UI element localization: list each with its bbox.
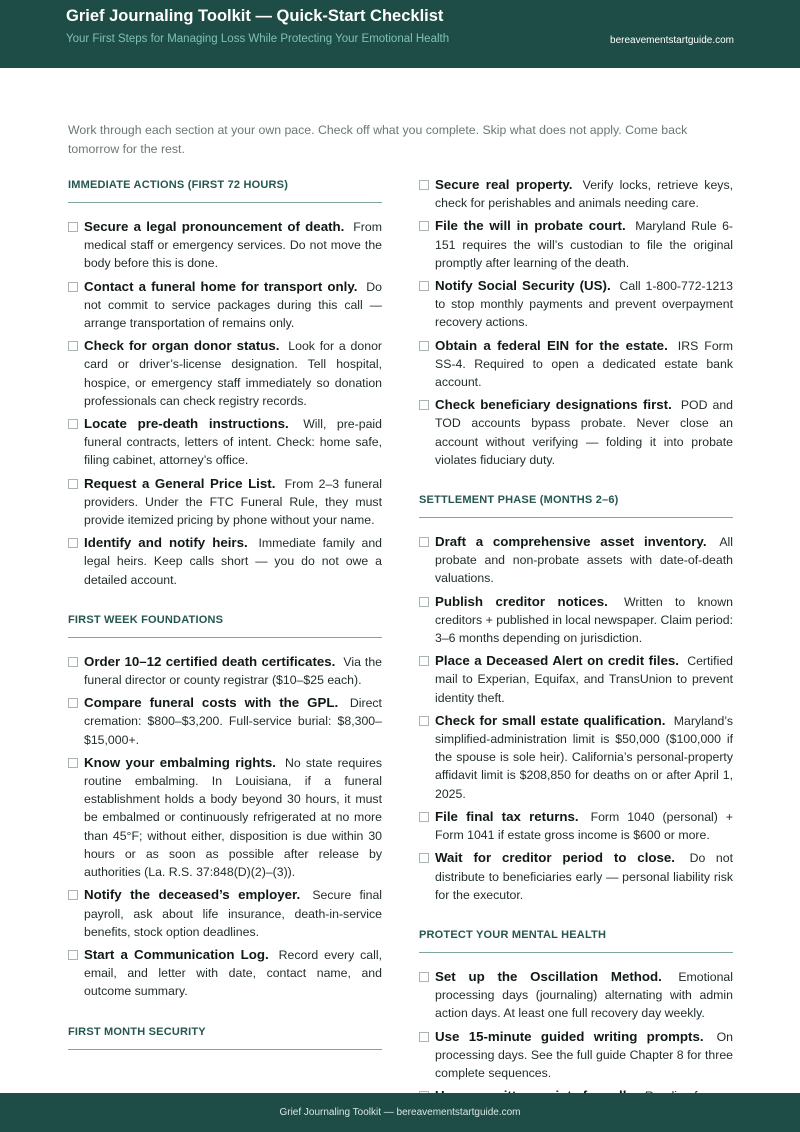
item-body <box>435 176 733 212</box>
checklist-item <box>419 337 733 392</box>
checklist-section <box>419 176 733 469</box>
item-text: From medical staff or emergency services. Do not move the body before this is done. <box>84 220 382 271</box>
item-title: Check for organ donor status. <box>84 338 280 354</box>
item-text: Certified mail to Experian, Equifax, and TransUnion to prevent identity theft. <box>435 654 733 705</box>
checklist-item <box>68 475 382 530</box>
item-title: Obtain a federal EIN for the estate. <box>435 337 668 353</box>
item-body <box>84 218 382 273</box>
item-text: Form 1040 (personal) + Form 1041 if estate gross income is $600 or more. <box>435 809 733 843</box>
checkbox[interactable] <box>419 597 429 607</box>
checkbox[interactable] <box>68 282 78 292</box>
item-text: Immediate family and legal heirs. Keep calls short — you do not owe a detailed account. <box>84 536 382 587</box>
checklist-item <box>68 694 382 749</box>
checklist-item <box>68 415 382 470</box>
page-header <box>0 0 800 68</box>
checkbox[interactable] <box>419 972 429 982</box>
item-body <box>84 278 382 333</box>
item-text: Secure final payroll, ask about life insurance, death-in-service benefits, stock option deadlines. <box>84 888 383 939</box>
page-subtitle: Your First Steps for Managing Loss While Protecting Your Emotional Health <box>66 33 450 45</box>
checklist-item <box>419 968 733 1023</box>
item-body <box>84 886 382 941</box>
item-body <box>84 415 382 470</box>
item-title: Set up the Oscillation Method. <box>435 968 662 984</box>
item-text: Via the funeral director or county registrar ($10–$25 each). <box>84 654 382 688</box>
checklist-item <box>68 337 382 410</box>
section-title: FIRST MONTH SECURITY <box>68 1023 382 1050</box>
item-body <box>435 849 733 904</box>
checklist-item <box>419 176 733 212</box>
item-title: Secure a legal pronouncement of death. <box>84 219 345 234</box>
checklist-item <box>419 712 733 803</box>
checklist-item <box>419 593 733 648</box>
checklist-item <box>419 652 733 707</box>
right-column <box>419 176 733 1127</box>
checkbox[interactable] <box>419 716 429 726</box>
checklist-section <box>68 1023 382 1050</box>
item-title: Use 15-minute guided writing prompts. <box>435 1028 704 1044</box>
item-title: Start a Communication Log. <box>84 946 269 962</box>
item-body <box>435 337 733 392</box>
item-body <box>435 808 733 844</box>
item-body <box>435 1028 733 1083</box>
left-column <box>68 176 382 1072</box>
item-title: Compare funeral costs with the GPL. <box>84 695 339 711</box>
item-text: IRS Form SS-4. Required to open a dedicated estate bank account. <box>435 338 733 390</box>
item-text: Do not distribute to beneficiaries early — personal liability risk for the executor. <box>435 851 734 902</box>
checklist-item <box>419 533 733 588</box>
item-text: No state requires routine embalming. In Louisiana, if a funeral establishment holds a body beyond 30 hours, it must be embalmed or continuously refrigerated at no more than 45°F; without either, disposition is due within 30 hours or as soon as possible after release by authorities (La. R.S. 37:848(D)(2)–(3)). <box>84 755 382 880</box>
checkbox[interactable] <box>68 222 78 232</box>
intro-text: Work through each section at your own pace. Check off what you complete. Skip what does not apply. Come back tomorrow for the rest. <box>68 123 688 156</box>
checkbox[interactable] <box>419 656 429 666</box>
item-text: Maryland’s simplified-administration limit is $50,000 ($100,000 if the spouse is sole heir). California’s personal-property affidavit limit is $208,850 for deaths on or after April 1, 2025. <box>435 713 734 801</box>
checklist-item <box>419 1028 733 1083</box>
checklist-item <box>68 653 382 689</box>
item-text: Verify locks, retrieve keys, check for perishables and animals needing care. <box>435 178 734 211</box>
item-body <box>84 653 382 689</box>
item-title: Publish creditor notices. <box>435 593 608 609</box>
item-title: Wait for creditor period to close. <box>435 850 676 866</box>
item-text: Look for a donor card or driver’s-license designation. Tell hospital, hospice, or emergency staff immediately so donation professionals can check registry records. <box>84 339 382 408</box>
item-text: All probate and non-probate assets with date-of-death valuations. <box>435 535 733 586</box>
section-title: PROTECT YOUR MENTAL HEALTH <box>419 926 733 953</box>
checklist-section <box>419 491 733 904</box>
item-title: Contact a funeral home for transport only. <box>84 278 358 294</box>
item-text: Call 1-800-772-1213 to stop monthly payments and prevent overpayment recovery actions. <box>435 279 733 330</box>
checkbox[interactable] <box>68 479 78 489</box>
checkbox[interactable] <box>68 419 78 429</box>
item-text: Record every call, email, and letter with date, contact name, and outcome summary. <box>84 947 382 999</box>
item-text: Emotional processing days (journaling) alternating with admin action days. At least one full recovery day weekly. <box>435 969 733 1021</box>
checkbox[interactable] <box>68 698 78 708</box>
checkbox[interactable] <box>419 853 429 863</box>
checkbox[interactable] <box>419 1032 429 1042</box>
checklist-section <box>419 926 733 1105</box>
item-title: Notify the deceased’s employer. <box>84 887 301 903</box>
item-title: Order 10–12 certified death certificates. <box>84 653 336 669</box>
item-text: Written to known creditors + published in local newspaper. Claim period: 3–6 months depending on jurisdiction. <box>435 594 733 646</box>
item-body <box>435 652 733 707</box>
item-text: Direct cremation: $800–$3,200. Full-service burial: $8,300–$15,000+. <box>84 696 382 747</box>
checklist-item <box>68 886 382 941</box>
item-body <box>84 475 382 530</box>
checkbox[interactable] <box>68 890 78 900</box>
checkbox[interactable] <box>68 758 78 768</box>
checklist-item <box>68 534 382 589</box>
item-text: Do not commit to service packages during this call — arrange transportation of remains only. <box>84 279 382 331</box>
item-text: POD and TOD accounts bypass probate. Never close an account without verifying — folding it into probate violates fiduciary duty. <box>435 398 733 467</box>
item-title: Identify and notify heirs. <box>84 535 248 551</box>
item-body <box>84 337 382 410</box>
checkbox[interactable] <box>68 538 78 548</box>
item-body <box>84 754 382 881</box>
item-body <box>435 277 733 332</box>
page-footer <box>0 1093 800 1132</box>
item-body <box>84 534 382 589</box>
item-title: Draft a comprehensive asset inventory. <box>435 534 707 550</box>
item-body <box>84 946 382 1001</box>
item-title: Secure real property. <box>435 177 573 192</box>
checkbox[interactable] <box>419 341 429 351</box>
item-title: Check beneficiary designations first. <box>435 397 672 413</box>
checklist-item <box>419 396 733 469</box>
header-url: bereavementstartguide.com <box>610 35 734 46</box>
item-body <box>435 217 733 272</box>
checklist-item <box>419 808 733 844</box>
checkbox[interactable] <box>419 221 429 231</box>
item-text: On processing days. See the full guide Chapter 8 for three complete sequences. <box>435 1029 734 1080</box>
section-title: SETTLEMENT PHASE (MONTHS 2–6) <box>419 491 733 518</box>
item-body <box>435 593 733 648</box>
item-body <box>435 968 733 1023</box>
item-title: Locate pre-death instructions. <box>84 416 289 432</box>
checklist-section <box>68 176 382 589</box>
item-title: File final tax returns. <box>435 808 579 824</box>
checkbox[interactable] <box>68 341 78 351</box>
item-body <box>435 712 733 803</box>
checklist-item <box>68 754 382 881</box>
page-title: Grief Journaling Toolkit — Quick-Start Checklist <box>66 7 444 25</box>
checklist-item <box>68 946 382 1001</box>
checklist-item <box>419 217 733 272</box>
checkbox[interactable] <box>419 180 429 190</box>
footer-text: Grief Journaling Toolkit — bereavementstartguide.com <box>279 1107 521 1118</box>
checkbox[interactable] <box>68 657 78 667</box>
item-title: Know your embalming rights. <box>84 754 276 770</box>
checkbox[interactable] <box>419 537 429 547</box>
checkbox[interactable] <box>68 950 78 960</box>
item-title: Notify Social Security (US). <box>435 278 611 294</box>
checklist-item <box>419 849 733 904</box>
checklist-item <box>68 278 382 333</box>
checklist-section <box>68 611 382 1001</box>
item-title: Place a Deceased Alert on credit files. <box>435 653 679 669</box>
checkbox[interactable] <box>419 281 429 291</box>
checkbox[interactable] <box>419 400 429 410</box>
item-text: Will, pre-paid funeral contracts, letters of intent. Check: home safe, filing cabinet, attorney’s office. <box>84 417 382 468</box>
item-title: Check for small estate qualification. <box>435 712 666 728</box>
checklist-item <box>419 277 733 332</box>
item-body <box>84 694 382 749</box>
checkbox[interactable] <box>419 812 429 822</box>
item-title: Request a General Price List. <box>84 475 276 491</box>
item-body <box>435 396 733 469</box>
item-title: File the will in probate court. <box>435 218 626 234</box>
item-text: From 2–3 funeral providers. Under the FTC Funeral Rule, they must provide itemized pricing by phone without your name. <box>84 476 383 528</box>
section-title: IMMEDIATE ACTIONS (FIRST 72 HOURS) <box>68 176 382 203</box>
section-title: FIRST WEEK FOUNDATIONS <box>68 611 382 638</box>
checklist-item <box>68 218 382 273</box>
item-text: Maryland Rule 6-151 requires the will’s custodian to file the original promptly after learning of the death. <box>435 219 734 270</box>
item-body <box>435 533 733 588</box>
